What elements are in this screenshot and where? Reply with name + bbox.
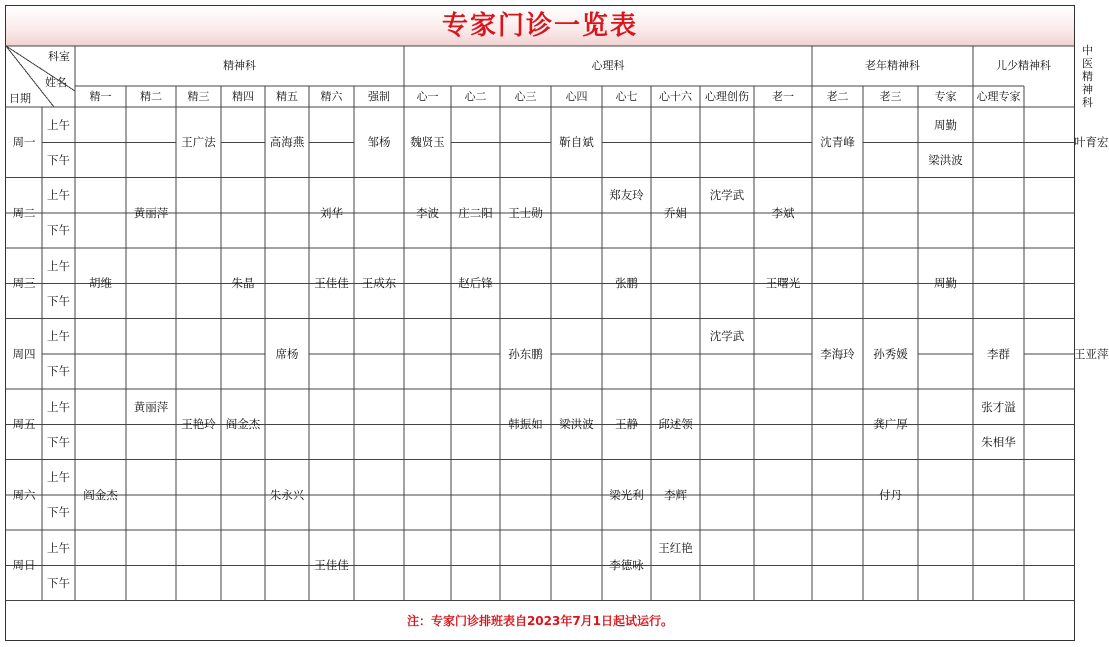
day-label: 周六 <box>12 487 36 502</box>
doctor-name-cell: 张才溢 <box>981 399 1016 414</box>
column-header: 精三 <box>187 89 210 103</box>
doctor-name-cell: 韩振如 <box>508 417 543 432</box>
doctor-name-cell: 梁洪波 <box>559 417 594 432</box>
day-label: 周二 <box>12 205 36 220</box>
doctor-name-cell: 刘华 <box>320 205 343 220</box>
doctor-name-cell: 李辉 <box>664 487 687 502</box>
doctor-name-cell: 梁洪波 <box>928 152 963 167</box>
column-header: 老一 <box>772 89 794 103</box>
dept-header: 心理科 <box>591 59 625 72</box>
column-header: 心三 <box>514 89 537 103</box>
period-pm-label: 下午 <box>47 223 70 238</box>
doctor-name-cell: 沈学武 <box>709 329 745 344</box>
period-am-label: 上午 <box>47 470 70 485</box>
doctor-name-cell: 阎金杰 <box>225 417 261 432</box>
doctor-name-cell: 王佳佳 <box>314 276 349 291</box>
doctor-name-cell: 黄丽萍 <box>133 205 169 220</box>
doctor-name-cell: 王士勋 <box>508 205 543 220</box>
column-header: 心十六 <box>659 89 692 103</box>
doctor-name-cell: 靳自斌 <box>559 135 594 150</box>
dept-header: 中医精神科 <box>1082 44 1093 109</box>
dept-header: 老年精神科 <box>865 59 920 72</box>
day-label: 周日 <box>12 558 36 573</box>
doctor-name-cell: 李德咏 <box>609 558 644 573</box>
period-pm-label: 下午 <box>47 575 70 590</box>
page-title: 专家门诊一览表 <box>6 6 1074 46</box>
doctor-name-cell: 龚广厚 <box>873 417 908 432</box>
doctor-name-cell: 魏贤玉 <box>410 135 445 150</box>
doctor-name-cell: 孙秀媛 <box>873 346 908 361</box>
doctor-name-cell: 李海玲 <box>820 346 855 361</box>
period-pm-label: 下午 <box>47 434 70 449</box>
doctor-name-cell: 王亚萍 <box>1074 346 1109 361</box>
corner-name-label: 姓名 <box>45 76 67 89</box>
doctor-name-cell: 王曙光 <box>765 276 801 291</box>
doctor-name-cell: 王静 <box>615 417 638 432</box>
period-pm-label: 下午 <box>47 364 70 379</box>
column-header: 老三 <box>879 89 902 103</box>
doctor-name-cell: 沈青峰 <box>820 135 855 150</box>
dept-header: 精神科 <box>223 59 256 72</box>
doctor-name-cell: 李波 <box>416 205 439 220</box>
corner-dept-label: 科室 <box>48 50 70 63</box>
period-am-label: 上午 <box>47 258 70 273</box>
column-header: 精五 <box>276 89 298 103</box>
doctor-name-cell: 梁光利 <box>609 487 644 502</box>
column-header: 精二 <box>140 89 162 103</box>
column-header: 心七 <box>615 89 638 103</box>
doctor-name-cell: 庄二阳 <box>458 205 493 220</box>
doctor-name-cell: 叶育宏 <box>1074 135 1109 150</box>
doctor-name-cell: 黄丽萍 <box>133 399 169 414</box>
doctor-name-cell: 朱晶 <box>231 276 255 291</box>
doctor-name-cell: 阎金杰 <box>83 487 118 502</box>
footer-note: 注：专家门诊排班表自2023年7月1日起试运行。 <box>406 613 674 628</box>
doctor-name-cell: 高海燕 <box>269 135 305 150</box>
day-label: 周三 <box>12 276 36 291</box>
column-header: 精六 <box>320 89 343 103</box>
period-pm-label: 下午 <box>47 293 70 308</box>
column-header: 精一 <box>89 89 112 103</box>
column-header: 心一 <box>416 89 439 103</box>
doctor-name-cell: 赵后锋 <box>458 276 493 291</box>
doctor-name-cell: 周勤 <box>934 276 957 291</box>
doctor-name-cell: 沈学武 <box>709 188 745 203</box>
column-header: 专家 <box>934 89 957 103</box>
doctor-name-cell: 王广法 <box>181 135 216 150</box>
column-header: 老二 <box>826 89 849 103</box>
day-label: 周四 <box>12 346 36 361</box>
day-label: 周五 <box>12 417 36 432</box>
doctor-name-cell: 朱永兴 <box>269 487 305 502</box>
schedule-grid <box>6 6 1109 642</box>
doctor-name-cell: 王成东 <box>361 276 397 291</box>
period-am-label: 上午 <box>47 399 70 414</box>
doctor-name-cell: 张鹏 <box>615 276 638 291</box>
doctor-name-cell: 邱述领 <box>658 417 693 432</box>
doctor-name-cell: 王红艳 <box>658 540 693 555</box>
doctor-name-cell: 邹杨 <box>367 135 391 150</box>
column-header: 心理专家 <box>976 89 1021 103</box>
period-am-label: 上午 <box>47 117 70 132</box>
doctor-name-cell: 席杨 <box>275 346 299 361</box>
period-am-label: 上午 <box>47 188 70 203</box>
doctor-name-cell: 胡维 <box>89 276 112 291</box>
period-am-label: 上午 <box>47 329 70 344</box>
period-pm-label: 下午 <box>47 152 70 167</box>
period-pm-label: 下午 <box>47 505 70 520</box>
doctor-name-cell: 朱相华 <box>981 434 1016 449</box>
dept-header: 儿少精神科 <box>996 59 1051 72</box>
doctor-name-cell: 付丹 <box>879 487 902 502</box>
doctor-name-cell: 李群 <box>987 346 1010 361</box>
doctor-name-cell: 周勤 <box>934 117 957 132</box>
doctor-name-cell: 李斌 <box>771 205 795 220</box>
period-am-label: 上午 <box>47 540 70 555</box>
column-header: 心二 <box>464 89 487 103</box>
corner-date-label: 日期 <box>9 92 31 105</box>
doctor-name-cell: 郑友玲 <box>609 188 644 203</box>
doctor-name-cell: 王艳玲 <box>181 417 216 432</box>
column-header: 精四 <box>232 89 254 103</box>
day-label: 周一 <box>12 135 36 150</box>
column-header: 强制 <box>368 89 390 103</box>
column-header: 心四 <box>565 89 588 103</box>
schedule-table <box>5 5 1109 641</box>
doctor-name-cell: 乔娟 <box>664 205 687 220</box>
doctor-name-cell: 孙东鹏 <box>508 346 543 361</box>
column-header: 心理创伤 <box>705 89 749 103</box>
doctor-name-cell: 王佳佳 <box>314 558 349 573</box>
